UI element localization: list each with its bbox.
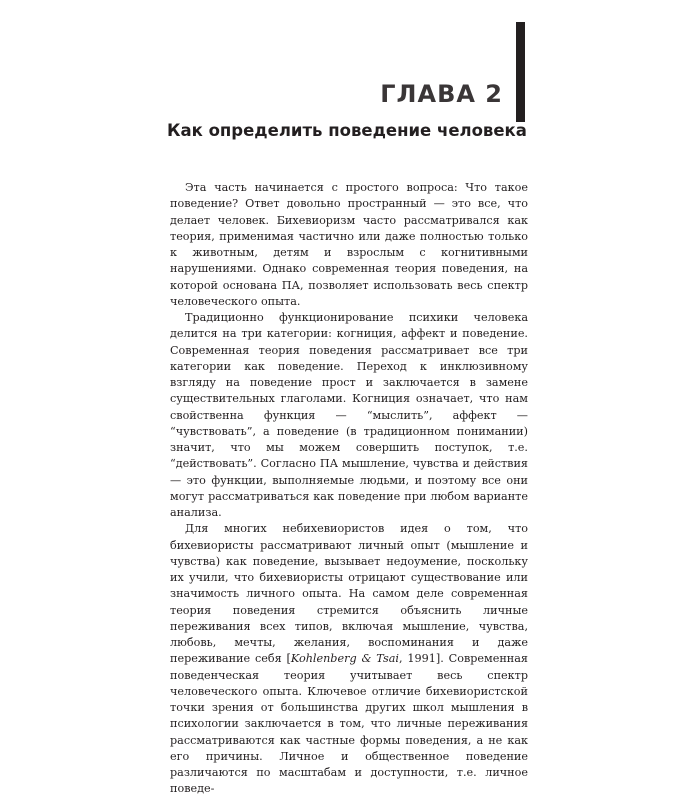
citation-authors: Kohlenberg & Tsai	[290, 652, 399, 666]
body-text	[170, 180, 528, 798]
chapter-number: ГЛАВА 2	[380, 80, 503, 108]
chapter-title: Как определить поведение человека	[167, 121, 527, 140]
paragraph: Эта часть начинается с простого вопроса: Что такое поведение? Ответ довольно пространный — это все, что делает человек. Бихевиоризм часто рассматривался как теория, применимая частично или даже полностью только к животным, детям и взрослым с когнитивными нарушениями. Однако современная теория поведения, на которой основана ПА, позволяет использовать весь спектр человеческого опыта.	[170, 181, 528, 308]
paragraph-text-before-citation: Для многих небихевиористов идея о том, что бихевиористы рассматривают личный опыт (мышление и чувства) как поведение, вызывает недоумение, поскольку их учили, что бихевиористы отрицают существование или значимость личного опыта. На самом деле современная теория поведения стремится объяснить личные переживания всех типов, включая мышление, чувства, любовь, мечты, желания, воспоминания и даже переживание себя [	[170, 522, 528, 666]
paragraph	[170, 310, 528, 521]
chapter-marker-bar	[516, 22, 525, 122]
paragraph-text-after-citation: , 1991]. Современная поведенческая теория учитывает весь спектр человеческого опыта. Ключевое отличие бихевиористской точки зрения от большинства других школ мышления в психологии заключается в том, что личные переживания рассматриваются как частные формы поведения, а не как его причины. Личное и общественное поведение различаются по масштабам и доступности, т.е. личное поведе-	[170, 652, 528, 796]
paragraph	[170, 521, 528, 797]
paragraph-text: Традиционно функционирование психики человека делится на три категории: когниция, аффект и поведение. Современная теория поведения рассматривает все три категории как поведение. Переход к инклюзивному взгляду на поведение прост и заключается в замене существительных глаголами. Когниция означает, что нам свойственна функция — “мыслить”, аффект — “чувствовать”, а поведение (в традиционном понимании) значит, что мы можем совершить поступок, т.е. “действовать”. Согласно ПА мышление, чувства и действия — это функции, выполняемые людьми, и поэтому все они могут рассматриваться как поведение при любом варианте анализа.	[170, 311, 528, 519]
